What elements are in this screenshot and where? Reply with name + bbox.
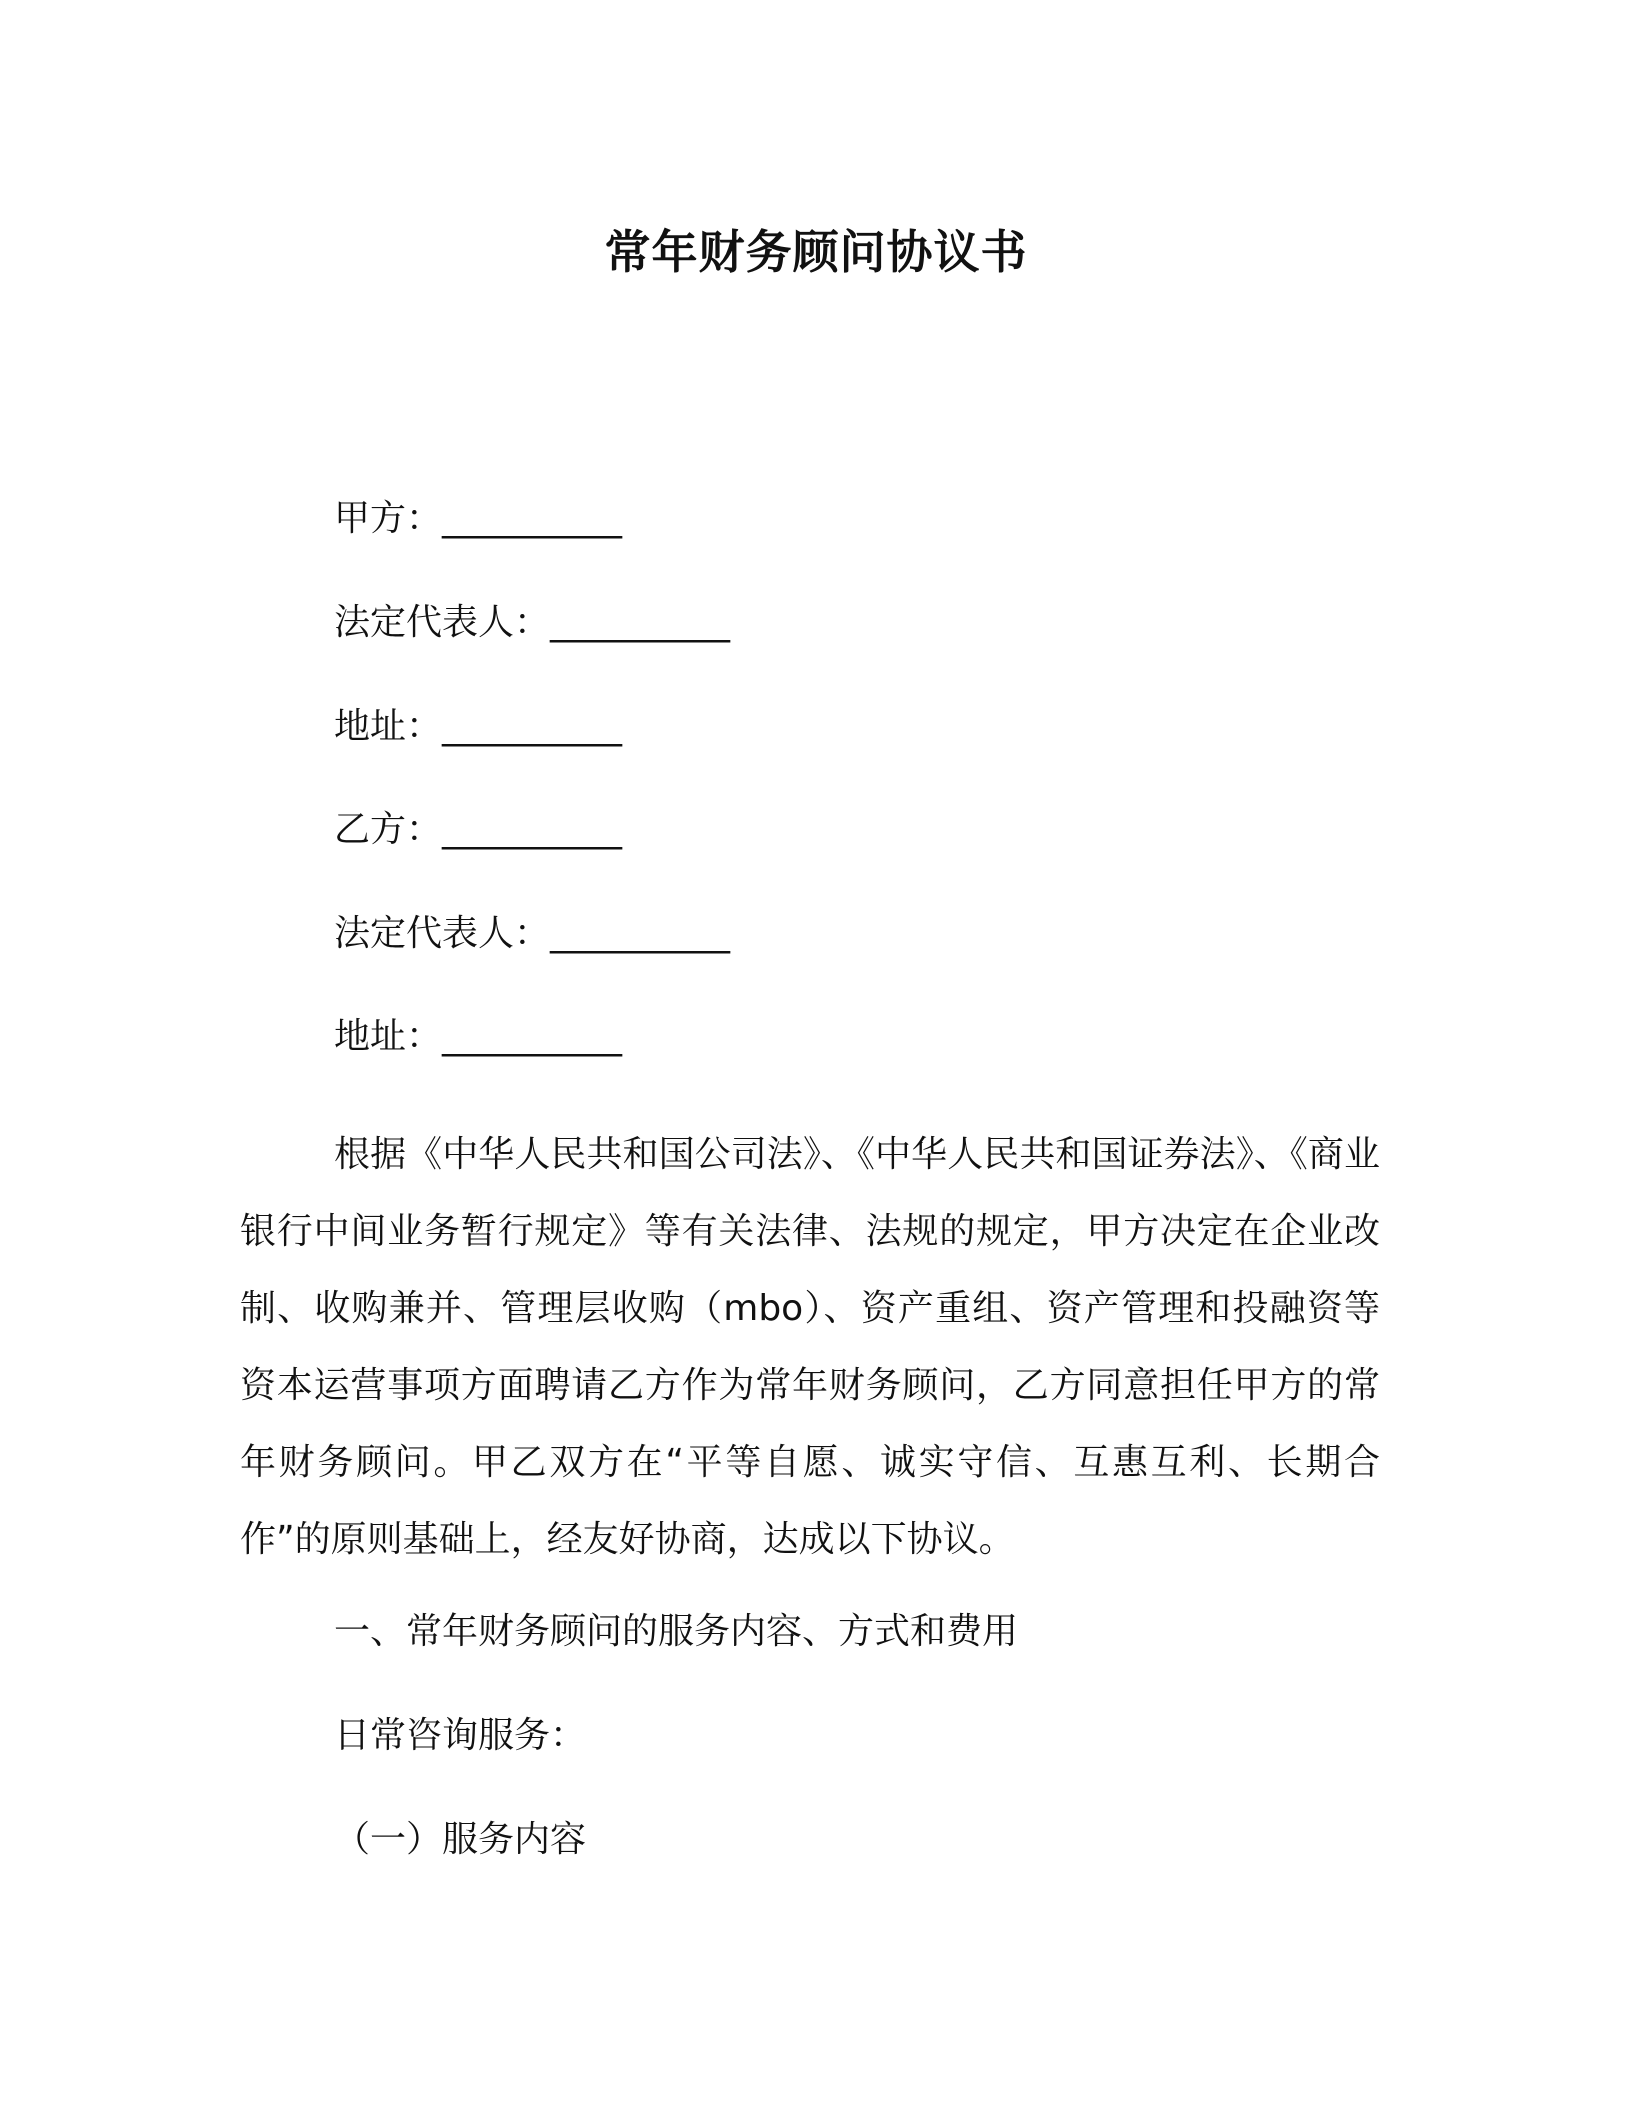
document-title: 常年财务顾问协议书 xyxy=(604,225,1028,279)
subsection-1-heading: （一）服务内容 xyxy=(334,1819,587,1860)
party-b-name-label: 乙方： xyxy=(334,809,443,850)
party-b-rep-blank: __________ xyxy=(550,913,731,954)
party-a-address-blank: __________ xyxy=(442,706,623,747)
section-1-heading: 一、常年财务顾问的服务内容、方式和费用 xyxy=(334,1611,1019,1652)
party-a-address-label: 地址： xyxy=(334,706,443,747)
party-a-name-blank: __________ xyxy=(442,498,623,539)
party-b-address-blank: __________ xyxy=(442,1016,623,1057)
preamble-paragraph: 根据《中华人民共和国公司法》、《中华人民共和国证券法》、《商业银行中间业务暂行规定》等有关法律、法规的规定，甲方决定在企业改制、收购兼并、管理层收购（mbo）、资产重组、资产管理和投融资等资本运营事项方面聘请乙方作为常年财务顾问，乙方同意担任甲方的常年财务顾问。甲乙双方在“平等自愿、诚实守信、互惠互利、长期合作”的原则基础上，经友好协商，达成以下协议。 xyxy=(240,1134,1380,1560)
party-b-address-label: 地址： xyxy=(334,1016,443,1057)
party-a-name-line xyxy=(334,494,622,544)
party-a-rep-label: 法定代表人： xyxy=(334,602,551,643)
party-b-name-line xyxy=(334,805,622,855)
party-b-name-blank: __________ xyxy=(442,809,623,850)
party-b-address-line xyxy=(334,1012,622,1062)
daily-consulting-heading: 日常咨询服务： xyxy=(334,1715,587,1756)
party-a-address-line xyxy=(334,702,622,752)
party-a-name-label: 甲方： xyxy=(334,498,443,539)
party-a-rep-blank: __________ xyxy=(550,602,731,643)
party-a-rep-line xyxy=(334,598,730,648)
party-b-rep-line xyxy=(334,909,730,959)
party-b-rep-label: 法定代表人： xyxy=(334,913,551,954)
